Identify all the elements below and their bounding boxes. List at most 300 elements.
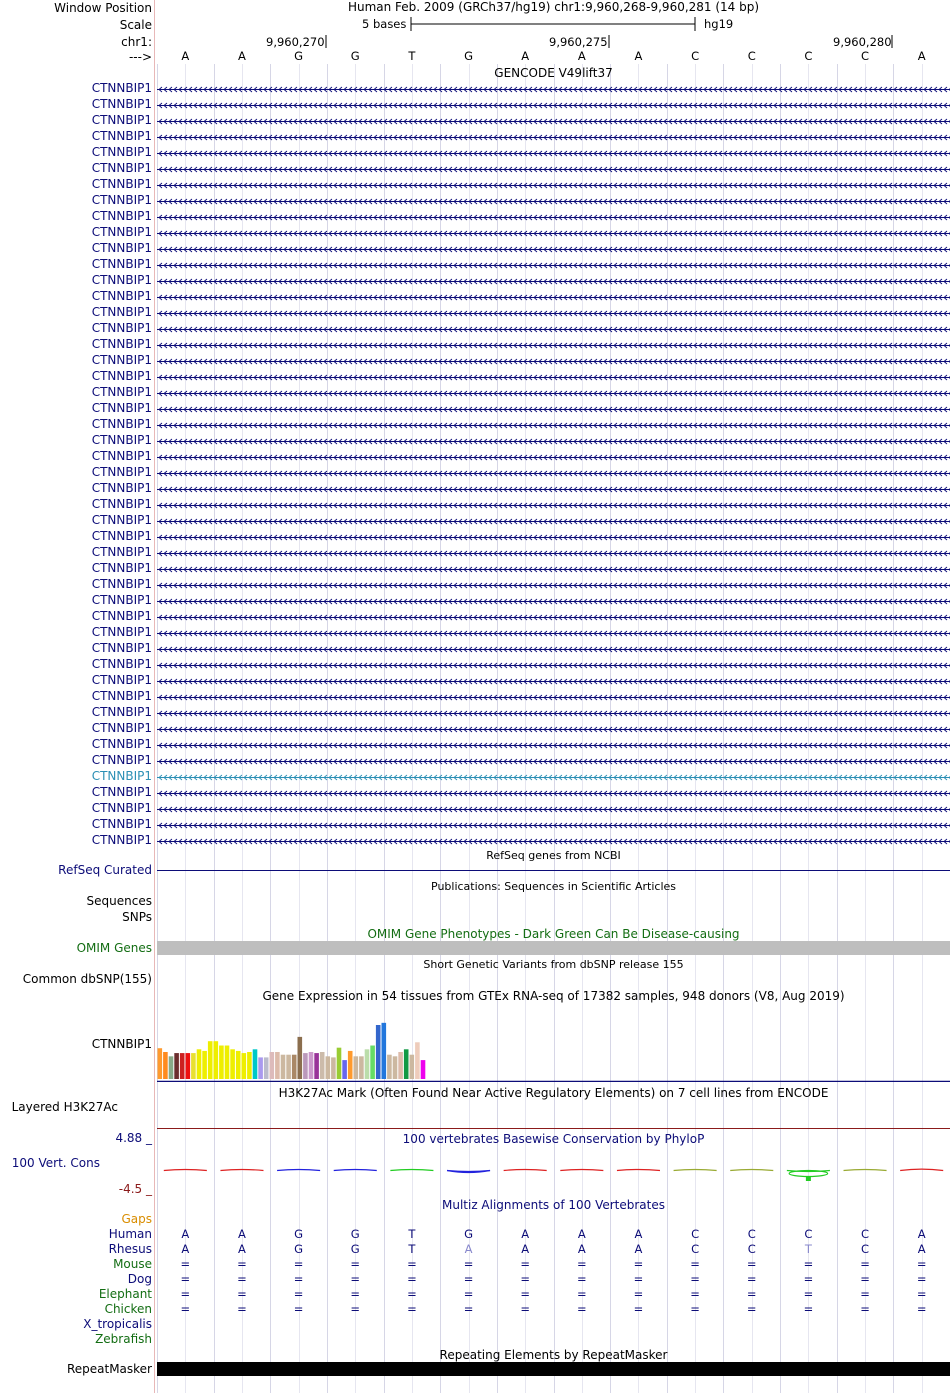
gencode-transcript-label[interactable]: CTNNBIP1	[91, 145, 152, 159]
omim-label[interactable]: OMIM Genes	[76, 941, 152, 955]
cons-score-mark	[844, 1170, 887, 1171]
gencode-transcript-label[interactable]: CTNNBIP1	[91, 593, 152, 607]
gencode-transcript[interactable]	[157, 391, 950, 396]
gtex-tissue-bar[interactable]	[247, 1052, 252, 1079]
gencode-transcript-label[interactable]: CTNNBIP1	[91, 385, 152, 399]
gtex-tissue-bar[interactable]	[387, 1055, 392, 1079]
gencode-transcript-label[interactable]: CTNNBIP1	[91, 705, 152, 719]
alignment-base: =	[463, 1287, 474, 1301]
label-separator	[154, 0, 155, 1393]
alignment-base: =	[293, 1257, 304, 1271]
gencode-transcript-label[interactable]: CTNNBIP1	[91, 257, 152, 271]
alignment-base: C	[804, 1227, 813, 1241]
cons-score-mark	[560, 1170, 603, 1171]
alignment-base: =	[576, 1287, 587, 1301]
base-7: A	[577, 49, 586, 63]
gencode-transcript[interactable]	[157, 487, 950, 492]
gencode-transcript[interactable]	[157, 151, 950, 156]
gencode-transcript[interactable]	[157, 791, 950, 796]
alignment-base: =	[803, 1272, 814, 1286]
gtex-track[interactable]	[157, 1002, 950, 1082]
gencode-transcript-label[interactable]: CTNNBIP1	[91, 545, 152, 559]
gencode-transcript[interactable]	[157, 375, 950, 380]
alignment-base: =	[180, 1272, 191, 1286]
alignment-base: C	[861, 1227, 870, 1241]
gencode-transcript-label[interactable]: CTNNBIP1	[91, 241, 152, 255]
gencode-transcript-label[interactable]: CTNNBIP1	[91, 193, 152, 207]
gtex-tissue-bar[interactable]	[264, 1057, 269, 1079]
gencode-transcript[interactable]	[157, 727, 950, 732]
base-0: A	[181, 49, 190, 63]
gencode-transcript[interactable]	[157, 807, 950, 812]
alignment-base: =	[860, 1257, 870, 1271]
alignment-base: A	[634, 1242, 643, 1256]
gencode-transcript-label[interactable]: CTNNBIP1	[91, 305, 152, 319]
gtex-tissue-bar[interactable]	[331, 1057, 336, 1079]
gencode-transcript-label[interactable]: CTNNBIP1	[91, 753, 152, 767]
gencode-transcript[interactable]	[157, 711, 950, 716]
alignment-base: =	[576, 1272, 587, 1286]
gtex-tissue-bar[interactable]	[286, 1055, 291, 1079]
gtex-tissue-bar[interactable]	[415, 1042, 420, 1079]
gencode-transcript[interactable]	[157, 231, 950, 236]
publications-title: Publications: Sequences in Scientific Articles	[431, 880, 676, 893]
alignment-base: A	[238, 1242, 246, 1256]
gencode-transcript[interactable]	[157, 631, 950, 636]
gencode-transcript[interactable]	[157, 759, 950, 764]
gencode-transcript-label[interactable]: CTNNBIP1	[91, 417, 152, 431]
gencode-transcript[interactable]	[157, 103, 950, 108]
gtex-tissue-bar[interactable]	[258, 1057, 263, 1079]
gencode-transcript-label[interactable]: CTNNBIP1	[91, 561, 152, 575]
alignment-base: =	[463, 1302, 474, 1316]
scale-label: Scale	[119, 18, 152, 32]
cons-score-mark	[730, 1170, 773, 1171]
gencode-transcript-label[interactable]: CTNNBIP1	[91, 465, 152, 479]
alignment-base: =	[237, 1257, 247, 1271]
alignment-base: =	[690, 1302, 700, 1316]
alignment-base: =	[916, 1287, 927, 1301]
alignment-base: =	[633, 1302, 644, 1316]
gencode-transcript-label[interactable]: CTNNBIP1	[91, 401, 152, 415]
gtex-tissue-bar[interactable]	[197, 1049, 202, 1079]
gencode-transcript-label[interactable]: CTNNBIP1	[91, 577, 152, 591]
h3k27ac-title: H3K27Ac Mark (Often Found Near Active Regulatory Elements) on 7 cell lines from ENCODE	[278, 1086, 829, 1100]
alignment-base: A	[238, 1227, 246, 1241]
alignment-base: C	[861, 1242, 870, 1256]
gencode-transcript-label[interactable]: CTNNBIP1	[91, 161, 152, 175]
alignment-base: =	[860, 1272, 870, 1286]
gencode-transcript[interactable]	[157, 839, 950, 844]
gtex-tissue-bar[interactable]	[270, 1052, 275, 1079]
gencode-transcript[interactable]	[157, 279, 950, 284]
gtex-tissue-bar[interactable]	[180, 1053, 185, 1079]
gencode-transcript-label[interactable]: CTNNBIP1	[91, 481, 152, 495]
dbsnp-label[interactable]: Common dbSNP(155)	[22, 972, 152, 986]
gencode-transcript-label[interactable]: CTNNBIP1	[91, 273, 152, 287]
gencode-transcript-label[interactable]: CTNNBIP1	[91, 673, 152, 687]
cons-score-mark	[277, 1170, 320, 1171]
refseq-title: RefSeq genes from NCBI	[486, 849, 621, 862]
alignment-base: T	[804, 1242, 812, 1256]
alignment-base: =	[407, 1302, 417, 1316]
gencode-transcript-label[interactable]: CTNNBIP1	[91, 321, 152, 335]
cons-track[interactable]	[157, 1150, 950, 1190]
alignment-base: =	[180, 1257, 191, 1271]
dbsnp-title: Short Genetic Variants from dbSNP release 155	[423, 958, 684, 971]
alignment-base: =	[180, 1302, 191, 1316]
gtex-tissue-bar[interactable]	[292, 1055, 297, 1079]
alignment-base: =	[916, 1302, 927, 1316]
base-10: C	[747, 49, 756, 63]
gencode-transcript[interactable]	[157, 327, 950, 332]
alignment-base: =	[293, 1287, 304, 1301]
gtex-tissue-bar[interactable]	[326, 1056, 331, 1079]
gtex-tissue-bar[interactable]	[398, 1052, 403, 1079]
gencode-transcript-label[interactable]: CTNNBIP1	[91, 369, 152, 383]
publications-snps-label[interactable]: SNPs	[122, 910, 152, 924]
alignment-base: =	[237, 1302, 247, 1316]
gtex-tissue-bar[interactable]	[421, 1060, 426, 1079]
base-4: T	[408, 49, 416, 63]
gencode-transcript-label[interactable]: CTNNBIP1	[91, 497, 152, 511]
alignment-base: =	[520, 1302, 530, 1316]
gencode-transcript-label[interactable]: CTNNBIP1	[91, 449, 152, 463]
alignment-base: =	[237, 1287, 247, 1301]
alignment-base: =	[803, 1257, 814, 1271]
gtex-tissue-bar[interactable]	[348, 1051, 353, 1079]
gencode-transcript[interactable]	[157, 359, 950, 364]
alignment-base: =	[520, 1287, 530, 1301]
gtex-tissue-bar[interactable]	[342, 1060, 347, 1079]
gencode-title: GENCODE V49lift37	[494, 66, 613, 80]
gencode-transcript[interactable]	[157, 423, 950, 428]
gencode-transcript-label[interactable]: CTNNBIP1	[91, 81, 152, 95]
base-9: C	[691, 49, 700, 63]
gencode-transcript[interactable]	[157, 679, 950, 684]
alignment-base: =	[350, 1257, 361, 1271]
alignment-base: G	[294, 1227, 304, 1241]
cons-score-mark	[900, 1169, 943, 1170]
gtex-tissue-bar[interactable]	[404, 1049, 409, 1079]
gencode-transcript-label[interactable]: CTNNBIP1	[91, 785, 152, 799]
repeatmasker-title: Repeating Elements by RepeatMasker	[439, 1348, 668, 1362]
gtex-tissue-bar[interactable]	[275, 1052, 280, 1079]
alignment-base: C	[747, 1227, 756, 1241]
gencode-transcript[interactable]	[157, 439, 950, 444]
gencode-transcript-label[interactable]: CTNNBIP1	[91, 769, 152, 783]
alignment-base: =	[746, 1302, 757, 1316]
gencode-transcript-label[interactable]: CTNNBIP1	[91, 225, 152, 239]
gencode-transcript[interactable]	[157, 263, 950, 268]
gencode-transcript[interactable]	[157, 295, 950, 300]
alignment-base: =	[576, 1302, 587, 1316]
species-label-chicken[interactable]: Chicken	[104, 1302, 152, 1316]
tick-label-1: 9,960,270	[266, 35, 325, 49]
alignment-base: G	[294, 1242, 304, 1256]
gtex-tissue-bar[interactable]	[230, 1049, 235, 1079]
gtex-tissue-bar[interactable]	[236, 1051, 241, 1079]
cons-title: 100 vertebrates Basewise Conservation by PhyloP	[402, 1132, 705, 1146]
gencode-transcript-label[interactable]: CTNNBIP1	[91, 353, 152, 367]
refseq-label[interactable]: RefSeq Curated	[58, 863, 152, 877]
multiz-title: Multiz Alignments of 100 Vertebrates	[441, 1198, 666, 1212]
gencode-transcript-label[interactable]: CTNNBIP1	[91, 641, 152, 655]
cons-negative-point	[806, 1176, 811, 1181]
gencode-transcript[interactable]	[157, 535, 950, 540]
cons-max-label: 4.88 _	[115, 1131, 152, 1145]
gencode-transcript[interactable]	[157, 311, 950, 316]
gtex-tissue-bar[interactable]	[320, 1052, 325, 1079]
alignment-base: A	[181, 1242, 190, 1256]
window-position-label: Window Position	[54, 1, 152, 15]
gencode-transcript-label[interactable]: CTNNBIP1	[91, 513, 152, 527]
gencode-transcript[interactable]	[157, 743, 950, 748]
alignment-base: C	[691, 1242, 700, 1256]
assembly-text: hg19	[704, 17, 734, 31]
base-1: A	[238, 49, 246, 63]
gencode-transcript-label[interactable]: CTNNBIP1	[91, 289, 152, 303]
position-text: Human Feb. 2009 (GRCh37/hg19) chr1:9,960,268-9,960,281 (14 bp)	[347, 0, 760, 14]
alignment-base: A	[917, 1242, 926, 1256]
species-label-rhesus[interactable]: Rhesus	[108, 1242, 152, 1256]
cons-score-mark	[674, 1170, 717, 1171]
cons-label[interactable]: 100 Vert. Cons	[11, 1156, 100, 1170]
cons-score-mark	[164, 1170, 207, 1171]
alignment-base: A	[181, 1227, 190, 1241]
species-label-elephant[interactable]: Elephant	[98, 1287, 152, 1301]
gencode-transcript[interactable]	[157, 167, 950, 172]
base-11: C	[804, 49, 813, 63]
alignment-base: =	[690, 1272, 700, 1286]
gencode-transcript-label[interactable]: CTNNBIP1	[91, 833, 152, 847]
alignment-base: C	[747, 1242, 756, 1256]
alignment-base: =	[860, 1287, 870, 1301]
track-label-column	[0, 0, 155, 1393]
alignment-base: T	[408, 1242, 416, 1256]
gencode-transcript[interactable]	[157, 87, 950, 92]
alignment-base: =	[463, 1272, 474, 1286]
gtex-tissue-bar[interactable]	[253, 1049, 258, 1079]
species-label-dog[interactable]: Dog	[127, 1272, 152, 1286]
alignment-base: T	[408, 1227, 416, 1241]
publications-sequences-label[interactable]: Sequences	[86, 894, 152, 908]
gencode-transcript[interactable]	[157, 247, 950, 252]
gencode-transcript-label[interactable]: CTNNBIP1	[91, 721, 152, 735]
strand-label: --->	[128, 50, 152, 64]
gtex-tissue-bar[interactable]	[208, 1041, 213, 1079]
base-12: C	[861, 49, 870, 63]
gencode-transcript-label[interactable]: CTNNBIP1	[91, 529, 152, 543]
gencode-transcript-label[interactable]: CTNNBIP1	[91, 817, 152, 831]
gtex-tissue-bar[interactable]	[169, 1056, 174, 1079]
alignment-base: =	[407, 1287, 417, 1301]
h3k27ac-label[interactable]: Layered H3K27Ac	[11, 1100, 118, 1114]
gencode-transcript-label[interactable]: CTNNBIP1	[91, 129, 152, 143]
gencode-transcript-label[interactable]: CTNNBIP1	[91, 609, 152, 623]
gencode-transcript-label[interactable]: CTNNBIP1	[91, 337, 152, 351]
base-2: G	[294, 49, 304, 63]
alignment-base: =	[916, 1272, 927, 1286]
gencode-transcript[interactable]	[157, 119, 950, 124]
gtex-tissue-bar[interactable]	[298, 1037, 303, 1079]
gencode-transcript[interactable]	[157, 199, 950, 204]
gencode-transcript-label[interactable]: CTNNBIP1	[91, 689, 152, 703]
gencode-transcript[interactable]	[157, 823, 950, 828]
track-data-area[interactable]	[157, 0, 950, 1393]
gencode-transcript[interactable]	[157, 647, 950, 652]
gtex-tissue-bar[interactable]	[158, 1048, 163, 1079]
gencode-transcript-label[interactable]: CTNNBIP1	[91, 433, 152, 447]
gtex-tissue-bar[interactable]	[219, 1046, 224, 1079]
alignment-base: =	[293, 1272, 304, 1286]
alignment-base: =	[803, 1287, 814, 1301]
base-5: G	[464, 49, 473, 63]
gtex-label[interactable]: CTNNBIP1	[91, 1037, 152, 1051]
gencode-transcript[interactable]	[157, 471, 950, 476]
gencode-transcript[interactable]	[157, 567, 950, 572]
gencode-transcript[interactable]	[157, 183, 950, 188]
alignment-base: =	[633, 1257, 644, 1271]
gencode-transcript[interactable]	[157, 455, 950, 460]
gtex-tissue-bar[interactable]	[376, 1025, 381, 1079]
alignment-base: =	[350, 1272, 361, 1286]
alignment-base: =	[407, 1272, 417, 1286]
alignment-base: =	[746, 1287, 757, 1301]
gtex-tissue-bar[interactable]	[174, 1053, 179, 1079]
alignment-base: G	[464, 1227, 473, 1241]
gtex-tissue-bar[interactable]	[359, 1056, 364, 1079]
alignment-base: C	[691, 1227, 700, 1241]
cons-min-label: -4.5 _	[118, 1182, 152, 1196]
chrom-label: chr1:	[121, 35, 152, 49]
omim-gene-bar[interactable]	[157, 941, 950, 955]
gencode-transcript[interactable]	[157, 551, 950, 556]
gtex-tissue-bar[interactable]	[370, 1046, 375, 1079]
alignment-base: =	[633, 1272, 644, 1286]
alignment-base: =	[293, 1302, 304, 1316]
gencode-transcript-label[interactable]: CTNNBIP1	[91, 113, 152, 127]
species-label-zebrafish[interactable]: Zebrafish	[95, 1332, 152, 1346]
gencode-transcript[interactable]	[157, 583, 950, 588]
alignment-base: A	[521, 1242, 530, 1256]
alignment-base: A	[577, 1227, 586, 1241]
cons-score-mark	[334, 1170, 377, 1171]
gencode-transcript-label[interactable]: CTNNBIP1	[91, 209, 152, 223]
alignment-base: =	[237, 1272, 247, 1286]
gencode-transcript[interactable]	[157, 615, 950, 620]
gtex-tissue-bar[interactable]	[365, 1049, 370, 1079]
repeatmasker-bar[interactable]	[157, 1362, 950, 1376]
cons-score-mark	[504, 1170, 547, 1171]
alignment-base: =	[916, 1257, 927, 1271]
cons-score-mark	[617, 1170, 660, 1171]
tick-label-2: 9,960,275	[549, 35, 608, 49]
gtex-tissue-bar[interactable]	[337, 1048, 342, 1079]
gencode-transcript-label[interactable]: CTNNBIP1	[91, 801, 152, 815]
gencode-transcript[interactable]	[157, 215, 950, 220]
alignment-base: =	[520, 1272, 530, 1286]
base-6: A	[521, 49, 530, 63]
alignment-base: =	[746, 1272, 757, 1286]
gencode-transcript-label[interactable]: CTNNBIP1	[91, 625, 152, 639]
gtex-tissue-bar[interactable]	[303, 1053, 308, 1079]
alignment-base: A	[634, 1227, 643, 1241]
gencode-transcript[interactable]	[157, 695, 950, 700]
gtex-tissue-bar[interactable]	[191, 1053, 196, 1079]
species-label-human[interactable]: Human	[108, 1227, 152, 1241]
alignment-base: A	[577, 1242, 586, 1256]
gencode-transcript-label[interactable]: CTNNBIP1	[91, 737, 152, 751]
gencode-transcript[interactable]	[157, 503, 950, 508]
gtex-tissue-bar[interactable]	[163, 1052, 168, 1079]
gtex-tissue-bar[interactable]	[382, 1023, 387, 1079]
alignment-base: G	[350, 1242, 360, 1256]
alignment-base: =	[690, 1257, 700, 1271]
gencode-transcript-label[interactable]: CTNNBIP1	[91, 97, 152, 111]
gtex-tissue-bar[interactable]	[309, 1052, 314, 1079]
gtex-title: Gene Expression in 54 tissues from GTEx RNA-seq of 17382 samples, 948 donors (V8, Aug 2019)	[262, 989, 845, 1003]
tick-label-3: 9,960,280	[833, 35, 892, 49]
species-label-mouse[interactable]: Mouse	[113, 1257, 152, 1271]
alignment-base: A	[464, 1242, 473, 1256]
gencode-transcript[interactable]	[157, 519, 950, 524]
gencode-transcript[interactable]	[157, 599, 950, 604]
alignment-base: =	[633, 1287, 644, 1301]
gtex-tissue-bar[interactable]	[214, 1041, 219, 1079]
gencode-transcript[interactable]	[157, 135, 950, 140]
gencode-transcript-label[interactable]: CTNNBIP1	[91, 177, 152, 191]
alignment-base: =	[350, 1287, 361, 1301]
gtex-tissue-bar[interactable]	[202, 1051, 207, 1079]
alignment-base: =	[407, 1257, 417, 1271]
alignment-base: A	[521, 1227, 530, 1241]
species-label-x_tropicalis[interactable]: X_tropicalis	[83, 1317, 152, 1331]
alignment-base: =	[350, 1302, 361, 1316]
gtex-tissue-bar[interactable]	[393, 1056, 398, 1079]
base-13: A	[917, 49, 926, 63]
alignment-base: =	[520, 1257, 530, 1271]
gencode-transcript[interactable]	[157, 407, 950, 412]
gencode-transcript[interactable]	[157, 343, 950, 348]
alignment-base: =	[463, 1257, 474, 1271]
alignment-base: =	[803, 1302, 814, 1316]
gencode-transcript[interactable]	[157, 775, 950, 780]
gencode-track[interactable]	[157, 80, 950, 860]
alignment-base: =	[180, 1287, 191, 1301]
gencode-transcript[interactable]	[157, 663, 950, 668]
gtex-tissue-bar[interactable]	[354, 1056, 359, 1079]
cons-score-mark	[220, 1170, 263, 1171]
scale-text: 5 bases	[362, 17, 407, 31]
refseq-track[interactable]	[157, 866, 950, 876]
base-8: A	[634, 49, 643, 63]
alignment-base: =	[576, 1257, 587, 1271]
gtex-tissue-bar[interactable]	[410, 1055, 415, 1079]
repeatmasker-label[interactable]: RepeatMasker	[66, 1362, 152, 1376]
gaps-label: Gaps	[121, 1212, 152, 1226]
gtex-tissue-bar[interactable]	[186, 1053, 191, 1079]
alignment-base: =	[690, 1287, 700, 1301]
gtex-tissue-bar[interactable]	[281, 1055, 286, 1079]
alignment-base: =	[746, 1257, 757, 1271]
gtex-tissue-bar[interactable]	[242, 1053, 247, 1079]
base-3: G	[350, 49, 360, 63]
gtex-tissue-bar[interactable]	[225, 1046, 230, 1079]
gencode-transcript-label[interactable]: CTNNBIP1	[91, 657, 152, 671]
gtex-tissue-bar[interactable]	[314, 1053, 319, 1079]
cons-score-mark	[390, 1170, 433, 1171]
